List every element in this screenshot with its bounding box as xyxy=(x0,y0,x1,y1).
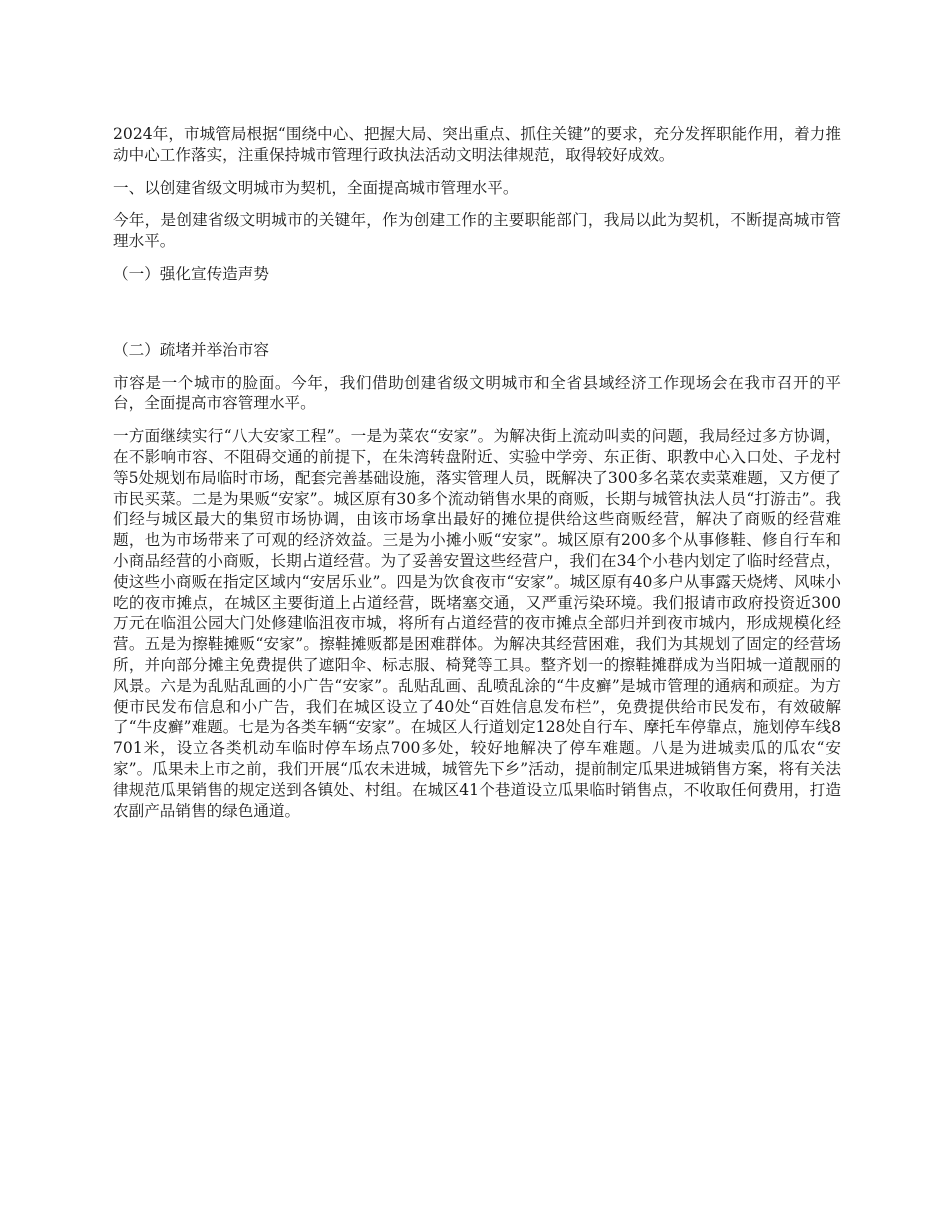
intro-paragraph: 2024年，市城管局根据“围绕中心、把握大局、突出重点、抓住关键”的要求，充分发挥职能作用，着力推动中心工作落实，注重保持城市管理行政执法活动文明法律规范，取得较好成效。 xyxy=(113,125,841,164)
subsection-2-paragraph-1: 市容是一个城市的脸面。今年，我们借助创建省级文明城市和全省县域经济工作现场会在我市召开的平台，全面提高市容管理水平。 xyxy=(113,373,841,413)
blank-gap xyxy=(113,297,841,340)
document-page xyxy=(113,124,841,833)
subsection-heading-2: （二）疏堵并举治市容 xyxy=(113,340,269,359)
subsection-heading-1: （一）强化宣传造声势 xyxy=(113,264,269,283)
section-1-paragraph: 今年，是创建省级文明城市的关键年，作为创建工作的主要职能部门，我局以此为契机，不断提高城市管理水平。 xyxy=(113,211,841,251)
section-heading-1: 一、以创建省级文明城市为契机，全面提高城市管理水平。 xyxy=(113,178,519,197)
subsection-2-paragraph-2: 一方面继续实行“八大安家工程”。一是为菜农“安家”。为解决街上流动叫卖的问题，我局经过多方协调，在不影响市容、不阻碍交通的前提下，在朱湾转盘附近、实验中学旁、东正街、职教中心入口处、子龙村等5处规划布局临时市场，配套完善基础设施，落实管理人员，既解决了300多名菜农卖菜难题，又方便了市民买菜。二是为果贩“安家”。城区原有30多个流动销售水果的商贩，长期与城管执法人员“打游击”。我们经与城区最大的集贸市场协调，由该市场拿出最好的摊位提供给这些商贩经营，解决了商贩的经营难题，也为市场带来了可观的经济效益。三是为小摊小贩“安家”。城区原有200多个从事修鞋、修自行车和小商品经营的小商贩，长期占道经营。为了妥善安置这些经营户，我们在34个小巷内划定了临时经营点，使这些小商贩在指定区域内“安居乐业”。四是为饮食夜市“安家”。城区原有40多户从事露天烧烤、风味小吃的夜市摊点，在城区主要街道上占道经营，既堵塞交通，又严重污染环境。我们报请市政府投资近300万元在临沮公园大门处修建临沮夜市城，将所有占道经营的夜市摊点全部归并到夜市城内，形成规模化经营。五是为擦鞋摊贩“安家”。擦鞋摊贩都是困难群体。为解决其经营困难，我们为其规划了固定的经营场所，并向部分摊主免费提供了遮阳伞、标志服、椅凳等工具。整齐划一的擦鞋摊群成为当阳城一道靓丽的风景。六是为乱贴乱画的小广告“安家”。乱贴乱画、乱喷乱涂的“牛皮癣”是城市管理的通病和顽症。为方便市民发布信息和小广告，我们在城区设立了40处“百姓信息发布栏”，免费提供给市民发布，有效破解了“牛皮癣”难题。七是为各类车辆“安家”。在城区人行道划定128处自行车、摩托车停靠点，施划停车线8701米，设立各类机动车临时停车场点700多处，较好地解决了停车难题。八是为进城卖瓜的瓜农“安家”。瓜果未上市之前，我们开展“瓜农未进城，城管先下乡”活动，提前制定瓜果进城销售方案，将有关法律规范瓜果销售的规定送到各镇处、村组。在城区41个巷道设立瓜果临时销售点，不收取任何费用，打造农副产品销售的绿色通道。 xyxy=(113,427,841,820)
